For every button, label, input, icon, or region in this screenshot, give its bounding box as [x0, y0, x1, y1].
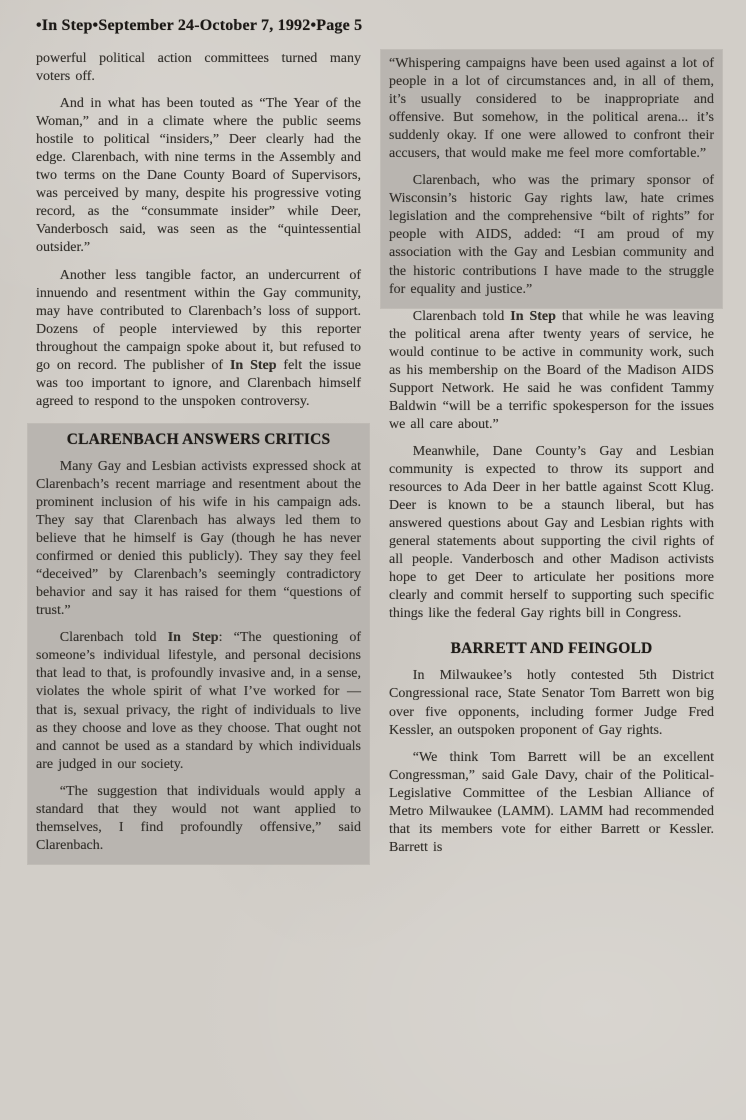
article-paragraph: In Milwaukee’s hotly contested 5th District Congressional race, State Senator Tom Barrett won big over five opponents, including former Judge Fred Kessler, an outspoken proponent of Gay rights. — [389, 668, 714, 738]
article-paragraph: Many Gay and Lesbian activists expressed shock at Clarenbach’s recent marriage and resentment about the prominent inclusion of his wife in his campaign ads. They say that Clarenbach has always led them to believe that he himself is Gay (though he has never confirmed or denied this publicly). They say they feel “deceived” by Clarenbach’s seemingly contradictory behavior and say it has raised for them “questions of trust.” — [36, 458, 361, 619]
article-columns — [36, 50, 714, 864]
text-block — [389, 308, 714, 857]
text-block — [36, 50, 361, 411]
article-paragraph: powerful political action committees turned many voters off. — [36, 51, 361, 85]
article-paragraph: And in what has been touted as “The Year of the Woman,” and in a climate where the public seems hostile to political “insiders,” Deer clearly had the edge. Clarenbach, with nine terms in the Assembly and two terms on the Dane County Board of Supervisors, was perceived by many, despite his progressive voting record, as the “consummate insider” while Deer, Vanderbosch said, was seen as the “quintessential outsider.” — [36, 96, 361, 256]
article-paragraph: Clarenbach, who was the primary sponsor of Wisconsin’s historic Gay rights law, hate crimes legislation and the comprehensive “bilt of rights” for people with AIDS, added: “I am proud of my association with the Gay and Lesbian community and the historic contributions I have made to the struggle for equality and justice.” — [389, 173, 714, 297]
article-paragraph: Another less tangible factor, an undercurrent of innuendo and resentment within the Gay community, may have contributed to Clarenbach’s loss of support. Dozens of people interviewed by this reporter throughout the campaign spoke about it, but refused to go on record. The publisher of In Step felt the issue was too important to ignore, and Clarenbach himself agreed to respond to the unspoken controversy. — [36, 267, 361, 409]
right-column — [389, 50, 714, 857]
article-paragraph: Meanwhile, Dane County’s Gay and Lesbian community is expected to throw its support and resources to Ada Deer in her battle against Scott Klug. Deer is known to be a staunch liberal, but has answered questions about Gay and Lesbian rights with general statements about supporting the civil rights of all people. Vanderbosch and other Madison activists hope to get Deer to articulate her positions more clearly and commit herself to supporting such specific things like the federal Gay rights bill in Congress. — [389, 443, 714, 622]
article-paragraph: “The suggestion that individuals would apply a standard that they would not want applied to themselves, I find profoundly offensive,” said Clarenbach. — [36, 783, 361, 853]
highlighted-text-block — [28, 424, 369, 864]
article-paragraph: “Whispering campaigns have been used against a lot of people in a lot of circumstances and, in all of them, it’s usually considered to be inappropriate and offensive. But somehow, in the political arena... it’s suddenly okay. If one were allowed to confront their accusers, that would make me feel more comfortable.” — [389, 56, 714, 162]
left-column — [36, 50, 361, 864]
article-paragraph: Clarenbach told In Step: “The questioning of someone’s individual lifestyle, and personal decisions that lead to that, is profoundly invasive and, in a sense, violates the whole spirit of what I’ve worked for — that is, sexual privacy, the right of individuals to live as they choose and love as they choose. That ought not and cannot be used as a standard by which individuals are judged in our society. — [36, 630, 361, 772]
highlighted-text-block — [381, 50, 722, 308]
section-heading: CLARENBACH ANSWERS CRITICS — [66, 430, 331, 448]
article-paragraph: “We think Tom Barrett will be an excellent Congressman,” said Gale Davy, chair of the Political-Legislative Committee of the Lesbian Alliance of Metro Milwaukee (LAMM). LAMM had recommended that its members vote for either Barrett or Kessler. Barrett is — [389, 749, 714, 855]
page-header: •In Step•September 24-October 7, 1992•Page 5 — [36, 17, 363, 34]
article-paragraph: Clarenbach told In Step that while he was leaving the political arena after twenty years of service, he would continue to be active in community work, such as his membership on the Board of the Madison AIDS Support Network. He said he was confident Tammy Baldwin “will be a terrific spokesperson for the issues we all care about.” — [389, 308, 714, 432]
section-heading: BARRETT AND FEINGOLD — [450, 640, 653, 658]
